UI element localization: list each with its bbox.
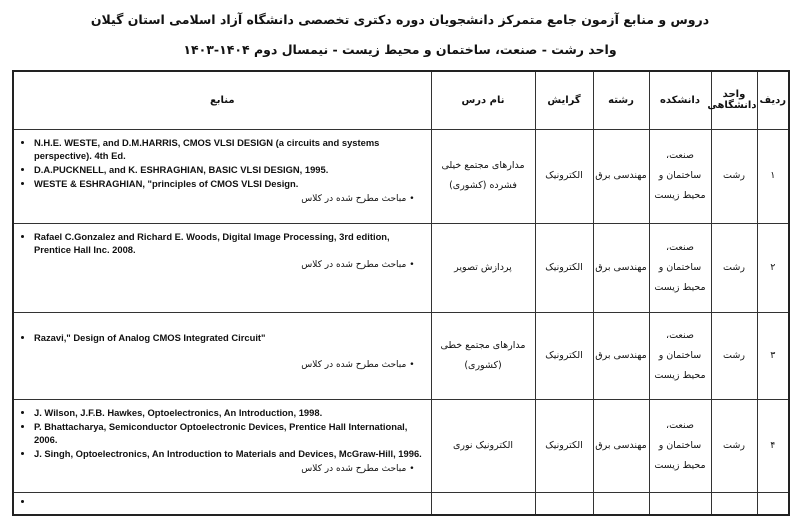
class-topics-note: • مباحث مطرح شده در کلاس xyxy=(301,259,415,270)
reference-item: • D.A.PUCKNELL, and K. ESHRAGHIAN, BASIC VLSI DESIGN, 1995. xyxy=(34,163,423,176)
col-header-specialty: گرایش xyxy=(535,71,593,129)
col-header-course: نام درس xyxy=(431,71,535,129)
sources-cell xyxy=(13,129,431,223)
table-row-empty xyxy=(13,493,789,515)
reference-item: • P. Bhattacharya, Semiconductor Optoelectronic Devices, Prentice Hall International, 2006. xyxy=(34,420,423,446)
faculty-cell: صنعت، ساختمان و محیط زیست xyxy=(649,223,711,312)
specialty-cell: الکترونیک xyxy=(535,313,593,399)
reference-item: • J. Singh, Optoelectronics, An Introduction to Materials and Devices, McGraw-Hill, 1996. xyxy=(34,447,423,460)
specialty-cell: الکترونیک xyxy=(535,129,593,223)
courses-table xyxy=(12,70,790,516)
table-header-row xyxy=(13,71,789,129)
specialty-cell: الکترونیک xyxy=(535,399,593,492)
specialty-cell: الکترونیک xyxy=(535,223,593,312)
course-cell: الکترونیک نوری xyxy=(431,399,535,492)
unit-cell: رشت xyxy=(711,223,757,312)
page-title: دروس و منابع آزمون جامع متمرکز دانشجویان دوره دکتری تخصصی دانشگاه آزاد اسلامی استان گیلان xyxy=(90,12,710,27)
col-header-faculty: دانشکده xyxy=(649,71,711,129)
table-row xyxy=(13,223,789,312)
row-number: ۱ xyxy=(757,129,789,223)
sources-cell xyxy=(13,313,431,399)
field-cell xyxy=(593,493,649,515)
faculty-cell: صنعت، ساختمان و محیط زیست xyxy=(649,399,711,492)
sources-cell xyxy=(13,399,431,492)
reference-item: • Razavi," Design of Analog CMOS Integrated Circuit" xyxy=(34,331,423,344)
class-topics-note: • مباحث مطرح شده در کلاس xyxy=(301,463,415,474)
unit-cell: رشت xyxy=(711,399,757,492)
page-subtitle: واحد رشت - صنعت، ساختمان و محیط زیست - نیمسال دوم ۱۴۰۴-۱۴۰۳ xyxy=(183,42,617,57)
reference-item: • Rafael C.Gonzalez and Richard E. Woods, Digital Image Processing, 3rd edition, Prentice Hall Inc. 2008. xyxy=(34,230,423,256)
col-header-field: رشته xyxy=(593,71,649,129)
unit-cell xyxy=(711,493,757,515)
unit-cell: رشت xyxy=(711,313,757,399)
field-cell: مهندسی برق xyxy=(593,223,649,312)
specialty-cell xyxy=(535,493,593,515)
empty-bullet xyxy=(34,495,423,508)
table-row xyxy=(13,313,789,399)
reference-item: • N.H.E. WESTE, and D.M.HARRIS, CMOS VLSI DESIGN (a circuits and systems perspective). 4th Ed. xyxy=(34,136,423,162)
table-row xyxy=(13,399,789,492)
sources-cell xyxy=(13,223,431,312)
row-number xyxy=(757,493,789,515)
course-cell: مدارهای مجتمع خیلی فشرده (کشوری) xyxy=(431,129,535,223)
row-number: ۳ xyxy=(757,313,789,399)
class-topics-note: • مباحث مطرح شده در کلاس xyxy=(301,360,415,371)
row-number: ۲ xyxy=(757,223,789,312)
reference-item: • WESTE & ESHRAGHIAN, "principles of CMOS VLSI Design. xyxy=(34,177,423,190)
field-cell: مهندسی برق xyxy=(593,399,649,492)
col-header-row: ردیف xyxy=(757,71,789,129)
faculty-cell xyxy=(649,493,711,515)
col-header-sources: منابع xyxy=(13,71,431,129)
course-cell: پردازش تصویر xyxy=(431,223,535,312)
table-row xyxy=(13,129,789,223)
course-cell: مدارهای مجتمع خطی (کشوری) xyxy=(431,313,535,399)
sources-cell xyxy=(13,493,431,515)
faculty-cell: صنعت، ساختمان و محیط زیست xyxy=(649,129,711,223)
row-number: ۴ xyxy=(757,399,789,492)
reference-item: • J. Wilson, J.F.B. Hawkes, Optoelectronics, An Introduction, 1998. xyxy=(34,406,423,419)
unit-cell: رشت xyxy=(711,129,757,223)
field-cell: مهندسی برق xyxy=(593,313,649,399)
faculty-cell: صنعت، ساختمان و محیط زیست xyxy=(649,313,711,399)
col-header-unit: واحد دانشگاهی xyxy=(711,71,757,129)
class-topics-note: • مباحث مطرح شده در کلاس xyxy=(301,193,415,204)
field-cell: مهندسی برق xyxy=(593,129,649,223)
course-cell xyxy=(431,493,535,515)
